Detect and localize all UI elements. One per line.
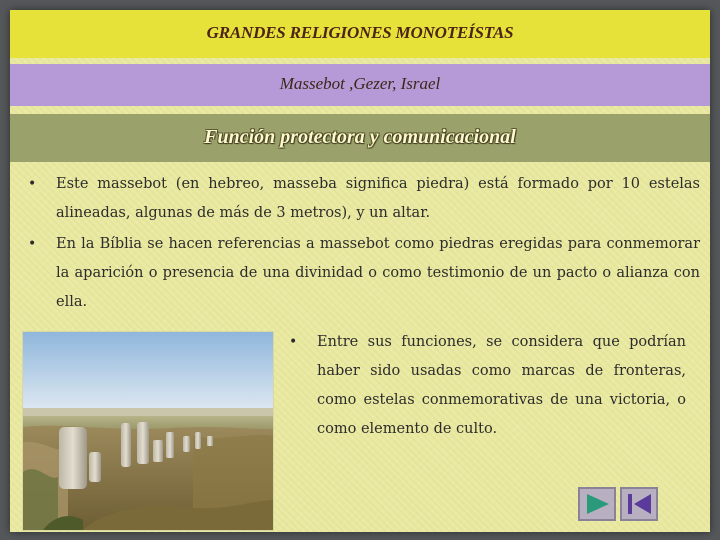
last-slide-button[interactable] — [620, 487, 658, 521]
slide-title: GRANDES RELIGIONES MONOTEÍSTAS — [10, 10, 710, 58]
section-heading: Función protectora y comunicacional — [10, 114, 710, 162]
slide — [10, 10, 710, 532]
bullet-item — [289, 328, 686, 444]
massebot-photo — [22, 331, 274, 531]
bullet-marker: • — [28, 176, 37, 192]
bullet-list — [28, 170, 700, 319]
next-slide-button[interactable] — [578, 487, 616, 521]
bullet-text: En la Bíblia se hacen referencias a massebot como piedras eregidas para conmemorar la aparición o presencia de una divinidad o como testimonio de un pacto o alianza con ella. — [56, 236, 700, 310]
bullet-text: Este massebot (en hebreo, masseba significa piedra) está formado por 10 estelas alineadas, algunas de más de 3 metros), y un altar. — [56, 176, 700, 221]
side-bullet-list — [289, 328, 686, 444]
bullet-marker: • — [28, 236, 37, 252]
slide-subtitle: Massebot ,Gezer, Israel — [10, 64, 710, 106]
bullet-item — [28, 230, 700, 317]
bullet-marker: • — [289, 334, 298, 350]
bullet-item — [28, 170, 700, 228]
skip-to-end-icon — [625, 492, 653, 516]
play-next-icon — [584, 493, 610, 515]
bullet-text: Entre sus funciones, se considera que podrían haber sido usadas como marcas de fronteras, como estelas conmemorativas de una victoria, o como elemento de culto. — [317, 334, 686, 437]
